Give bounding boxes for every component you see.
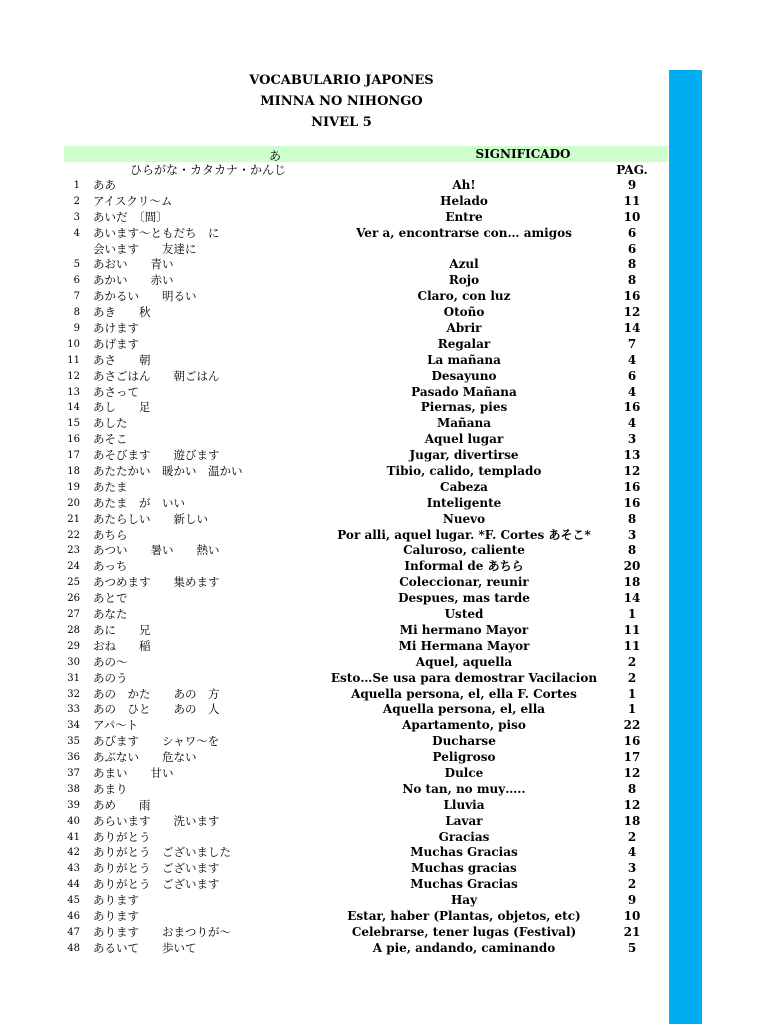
row-number: 24 xyxy=(67,561,80,573)
meaning: Entre xyxy=(445,209,483,224)
japanese-term: あき 秋 xyxy=(93,305,151,320)
row-number: 6 xyxy=(73,275,80,287)
page-number: 11 xyxy=(623,622,641,637)
meaning: Hay xyxy=(450,893,478,908)
table-row xyxy=(0,925,768,941)
meaning: Mi hermano Mayor xyxy=(399,622,529,637)
doc-title: VOCABULARIO JAPONES xyxy=(249,73,434,88)
page-number: 12 xyxy=(623,464,641,479)
meaning: Nuevo xyxy=(442,511,486,526)
page-number: 5 xyxy=(627,940,637,955)
japanese-term: あちら xyxy=(93,527,128,542)
page-number: 1 xyxy=(627,702,637,717)
japanese-term: アパ〜ト xyxy=(93,718,139,733)
japanese-term: あります おまつりが〜 xyxy=(93,924,231,939)
table-row xyxy=(0,575,768,591)
japanese-term: あいだ 〔間〕 xyxy=(93,209,168,224)
page-number: 6 xyxy=(627,368,637,383)
table-row xyxy=(0,559,768,575)
table-row xyxy=(0,591,768,607)
row-number: 5 xyxy=(73,259,80,271)
table-row xyxy=(0,639,768,655)
page-number: 1 xyxy=(627,686,637,701)
meaning: Aquella persona, el, ella F. Cortes xyxy=(351,686,577,701)
japanese-term: あたま が いい xyxy=(93,495,185,510)
row-number: 29 xyxy=(67,640,80,652)
row-number: 18 xyxy=(67,466,80,478)
meaning: Jugar, divertirse xyxy=(409,448,519,463)
doc-subtitle: MINNA NO NIHONGO xyxy=(260,94,423,109)
meaning: Dulce xyxy=(444,765,484,780)
table-row xyxy=(0,623,768,639)
japanese-term: あいます〜ともだち に xyxy=(93,225,220,240)
page-number: 10 xyxy=(623,908,641,923)
table-row xyxy=(0,687,768,703)
meaning: Caluroso, caliente xyxy=(403,543,525,558)
row-number: 3 xyxy=(73,211,80,223)
meaning: Mi Hermana Mayor xyxy=(398,638,530,653)
meaning: Tibio, calido, templado xyxy=(386,464,542,479)
row-number: 11 xyxy=(67,354,80,366)
japanese-term: あの ひと あの 人 xyxy=(93,702,220,717)
meaning: Piernas, pies xyxy=(420,400,508,415)
row-number: 16 xyxy=(67,434,80,446)
table-row xyxy=(0,909,768,925)
page-number: 4 xyxy=(627,416,637,431)
meaning: A pie, andando, caminando xyxy=(372,940,556,955)
row-number: 10 xyxy=(67,338,80,350)
table-row xyxy=(0,766,768,782)
table-row xyxy=(0,321,768,337)
meaning: Aquella persona, el, ella xyxy=(382,702,546,717)
japanese-term: あさごはん 朝ごはん xyxy=(93,368,220,383)
japanese-term: あまい 甘い xyxy=(93,765,174,780)
row-number: 12 xyxy=(67,370,80,382)
meaning: Muchas gracias xyxy=(411,861,517,876)
row-number: 15 xyxy=(67,418,80,430)
page-number: 16 xyxy=(623,400,641,415)
japanese-term: あかるい 明るい xyxy=(93,289,197,304)
page-number: 8 xyxy=(627,543,637,558)
meaning: Informal de あちら xyxy=(404,559,524,574)
japanese-term: あります xyxy=(93,893,139,908)
row-number: 25 xyxy=(67,577,80,589)
meaning: Cabeza xyxy=(440,479,488,494)
japanese-term: あめ 雨 xyxy=(93,797,151,812)
meaning: Ver a, encontrarse con… amigos xyxy=(356,225,572,240)
japanese-term: あした xyxy=(93,416,128,431)
japanese-term: あるいて 歩いて xyxy=(93,940,197,955)
meaning: Muchas Gracias xyxy=(410,877,518,892)
meaning: Ducharse xyxy=(432,734,496,749)
japanese-term: あなた xyxy=(93,607,128,622)
row-number: 43 xyxy=(67,863,80,875)
row-number: 20 xyxy=(67,497,80,509)
row-number: 8 xyxy=(73,307,80,319)
japanese-term: あたたかい 暖かい 温かい xyxy=(93,464,243,479)
page-number: 3 xyxy=(627,527,637,542)
table-row xyxy=(0,734,768,750)
japanese-term: あそこ xyxy=(93,432,128,447)
meaning: Otoño xyxy=(443,305,485,320)
japanese-term: おね 稲 xyxy=(93,638,151,653)
japanese-term: あし 足 xyxy=(93,400,151,415)
row-number: 26 xyxy=(67,593,80,605)
row-number: 27 xyxy=(67,609,80,621)
japanese-term: ありがとう ございます xyxy=(93,877,220,892)
page-number: 2 xyxy=(627,654,637,669)
page-number: 4 xyxy=(627,352,637,367)
japanese-term: あげます xyxy=(93,336,139,351)
row-number: 1 xyxy=(73,180,80,191)
meaning: Aquel lugar xyxy=(424,432,504,447)
row-number: 37 xyxy=(67,767,80,779)
page-number: 18 xyxy=(623,813,641,828)
meaning: Usted xyxy=(444,607,484,622)
vocabulary-table xyxy=(0,178,768,957)
page-number: 2 xyxy=(627,670,637,685)
page-number: 9 xyxy=(627,893,637,908)
meaning: Mañana xyxy=(436,416,492,431)
table-row xyxy=(0,941,768,957)
japanese-term: あの かた あの 方 xyxy=(93,686,220,701)
table-row xyxy=(0,845,768,861)
meaning: Apartamento, piso xyxy=(402,718,526,733)
table-row xyxy=(0,385,768,401)
row-number: 19 xyxy=(67,481,80,493)
table-row xyxy=(0,305,768,321)
row-number: 28 xyxy=(67,624,80,636)
page-number: 8 xyxy=(627,511,637,526)
japanese-term: あつめます 集めます xyxy=(93,575,220,590)
row-number: 17 xyxy=(67,450,80,462)
page-number: 4 xyxy=(627,384,637,399)
meaning: Rojo xyxy=(448,273,480,288)
row-number: 32 xyxy=(67,688,80,700)
meaning: Lluvia xyxy=(443,797,485,812)
table-row xyxy=(0,750,768,766)
table-row xyxy=(0,464,768,480)
row-number: 14 xyxy=(67,402,80,414)
japanese-term: あまり xyxy=(93,781,128,796)
table-row xyxy=(0,671,768,687)
row-number: 48 xyxy=(67,942,80,954)
row-number: 44 xyxy=(67,879,80,891)
page-number: 14 xyxy=(623,591,641,606)
page-number: 21 xyxy=(623,924,641,939)
japanese-term: あぶない 危ない xyxy=(93,750,197,765)
japanese-term: あたま xyxy=(93,479,128,494)
page-number: 3 xyxy=(627,861,637,876)
meaning: Esto…Se usa para demostrar Vacilacion xyxy=(330,670,598,685)
table-row xyxy=(0,337,768,353)
japanese-term: あびます シャワ〜を xyxy=(93,734,220,749)
table-row xyxy=(0,877,768,893)
meaning: Peligroso xyxy=(432,750,496,765)
table-row xyxy=(0,528,768,544)
table-row xyxy=(0,432,768,448)
japanese-term: あのう xyxy=(93,670,128,685)
table-row xyxy=(0,369,768,385)
page-number: 12 xyxy=(623,305,641,320)
table-row xyxy=(0,400,768,416)
page-number: 1 xyxy=(627,607,637,622)
row-number: 23 xyxy=(67,545,80,557)
page-number: 11 xyxy=(623,193,641,208)
table-row xyxy=(0,718,768,734)
japanese-term: あそびます 遊びます xyxy=(93,448,220,463)
row-number: 30 xyxy=(67,656,80,668)
page-number: 11 xyxy=(623,638,641,653)
row-number: 13 xyxy=(67,386,80,398)
table-row xyxy=(0,178,768,194)
meaning: Abrir xyxy=(446,321,482,336)
meaning: Inteligente xyxy=(426,495,502,510)
japanese-term: あさって xyxy=(93,384,139,399)
header-meaning-column: SIGNIFICADO xyxy=(475,147,571,161)
row-number: 36 xyxy=(67,752,80,764)
page-number: 13 xyxy=(623,448,641,463)
meaning: Azul xyxy=(449,257,479,272)
meaning: Despues, mas tarde xyxy=(398,591,530,606)
table-row xyxy=(0,194,768,210)
page-number: 6 xyxy=(627,225,637,240)
row-number: 21 xyxy=(67,513,80,525)
japanese-term: ありがとう ございました xyxy=(93,845,231,860)
table-row xyxy=(0,607,768,623)
japanese-term: ああ xyxy=(93,178,116,192)
table-row xyxy=(0,543,768,559)
page-number: 3 xyxy=(627,432,637,447)
page-number: 8 xyxy=(627,781,637,796)
page-number: 2 xyxy=(627,877,637,892)
row-number: 2 xyxy=(73,195,80,207)
table-row xyxy=(0,289,768,305)
page-number: 9 xyxy=(627,178,637,192)
meaning: La mañana xyxy=(427,352,501,367)
table-row xyxy=(0,480,768,496)
row-number: 34 xyxy=(67,720,80,732)
table-row xyxy=(0,702,768,718)
row-number: 33 xyxy=(67,704,80,716)
table-row xyxy=(0,257,768,273)
row-number: 40 xyxy=(67,815,80,827)
table-row xyxy=(0,782,768,798)
japanese-term: あたらしい 新しい xyxy=(93,511,208,526)
meaning: Aquel, aquella xyxy=(415,654,513,669)
japanese-term: 会います 友達に xyxy=(93,241,197,256)
row-number: 7 xyxy=(73,291,80,303)
table-row xyxy=(0,273,768,289)
page-number: 8 xyxy=(627,273,637,288)
japanese-term: あかい 赤い xyxy=(93,273,174,288)
meaning: Coleccionar, reunir xyxy=(399,575,529,590)
table-row xyxy=(0,353,768,369)
japanese-term: あさ 朝 xyxy=(93,352,151,367)
japanese-term: あつい 暑い 熱い xyxy=(93,543,220,558)
row-number: 31 xyxy=(67,672,80,684)
page-number: 18 xyxy=(623,575,641,590)
table-row xyxy=(0,655,768,671)
document-title-block xyxy=(64,70,619,133)
table-row xyxy=(0,416,768,432)
japanese-term: アイスクリ〜ム xyxy=(93,193,173,208)
table-row xyxy=(0,893,768,909)
meaning: Pasado Mañana xyxy=(411,384,517,399)
table-row xyxy=(0,798,768,814)
page-number: 6 xyxy=(627,241,637,256)
table-row xyxy=(0,448,768,464)
page-number: 16 xyxy=(623,289,641,304)
page-column-label: PAG. xyxy=(616,163,648,177)
page-number: 8 xyxy=(627,257,637,272)
row-number: 4 xyxy=(73,227,80,239)
row-number: 22 xyxy=(67,529,80,541)
page-number: 7 xyxy=(627,336,637,351)
table-row xyxy=(0,210,768,226)
japanese-term: あに 兄 xyxy=(93,622,151,637)
row-number: 35 xyxy=(67,736,80,748)
table-header-row xyxy=(64,146,668,162)
row-number: 38 xyxy=(67,783,80,795)
japanese-term: ありがとう ございます xyxy=(93,861,220,876)
japanese-term: あらいます 洗います xyxy=(93,813,220,828)
meaning: Celebrarse, tener lugas (Festival) xyxy=(351,924,577,939)
table-row xyxy=(0,226,768,242)
row-number: 45 xyxy=(67,895,80,907)
page-number: 4 xyxy=(627,845,637,860)
meaning: Regalar xyxy=(437,336,491,351)
meaning: Gracias xyxy=(438,829,490,844)
page-number: 16 xyxy=(623,479,641,494)
meaning: Helado xyxy=(440,193,488,208)
meaning: Desayuno xyxy=(431,368,497,383)
row-number: 42 xyxy=(67,847,80,859)
japanese-term: あとで xyxy=(93,591,128,606)
meaning: Por alli, aquel lugar. *F. Cortes あそこ* xyxy=(337,527,591,542)
japanese-term: ありがとう xyxy=(93,829,151,844)
page-number: 22 xyxy=(623,718,641,733)
japanese-term: あの〜 xyxy=(93,654,128,669)
japanese-term: あっち xyxy=(93,559,128,574)
meaning: No tan, no muy….. xyxy=(402,781,526,796)
header-kana-column: あ xyxy=(269,149,282,163)
row-number: 9 xyxy=(73,323,80,335)
page-number: 12 xyxy=(623,765,641,780)
page-number: 16 xyxy=(623,734,641,749)
table-row xyxy=(0,861,768,877)
japanese-term: あります xyxy=(93,908,139,923)
table-row xyxy=(0,830,768,846)
page-number: 16 xyxy=(623,495,641,510)
page-number: 12 xyxy=(623,797,641,812)
row-number: 41 xyxy=(67,831,80,843)
page-number: 20 xyxy=(623,559,641,574)
row-number: 46 xyxy=(67,910,80,922)
meaning: Ah! xyxy=(452,178,476,192)
meaning: Muchas Gracias xyxy=(410,845,518,860)
japanese-term: あけます xyxy=(93,321,139,336)
kana-label: ひらがな・カタカナ・かんじ xyxy=(130,163,287,177)
meaning: Estar, haber (Plantas, objetos, etc) xyxy=(347,908,581,923)
row-number: 47 xyxy=(67,926,80,938)
row-number: 39 xyxy=(67,799,80,811)
meaning: Claro, con luz xyxy=(417,289,511,304)
table-row xyxy=(0,512,768,528)
page-number: 2 xyxy=(627,829,637,844)
table-row xyxy=(0,496,768,512)
table-row xyxy=(0,242,768,258)
doc-level: NIVEL 5 xyxy=(311,115,372,130)
page-number: 14 xyxy=(623,321,641,336)
page-number: 10 xyxy=(623,209,641,224)
table-row xyxy=(0,814,768,830)
table-subheader-row xyxy=(0,162,768,178)
meaning: Lavar xyxy=(445,813,483,828)
japanese-term: あおい 青い xyxy=(93,257,174,272)
page-number: 17 xyxy=(623,750,641,765)
